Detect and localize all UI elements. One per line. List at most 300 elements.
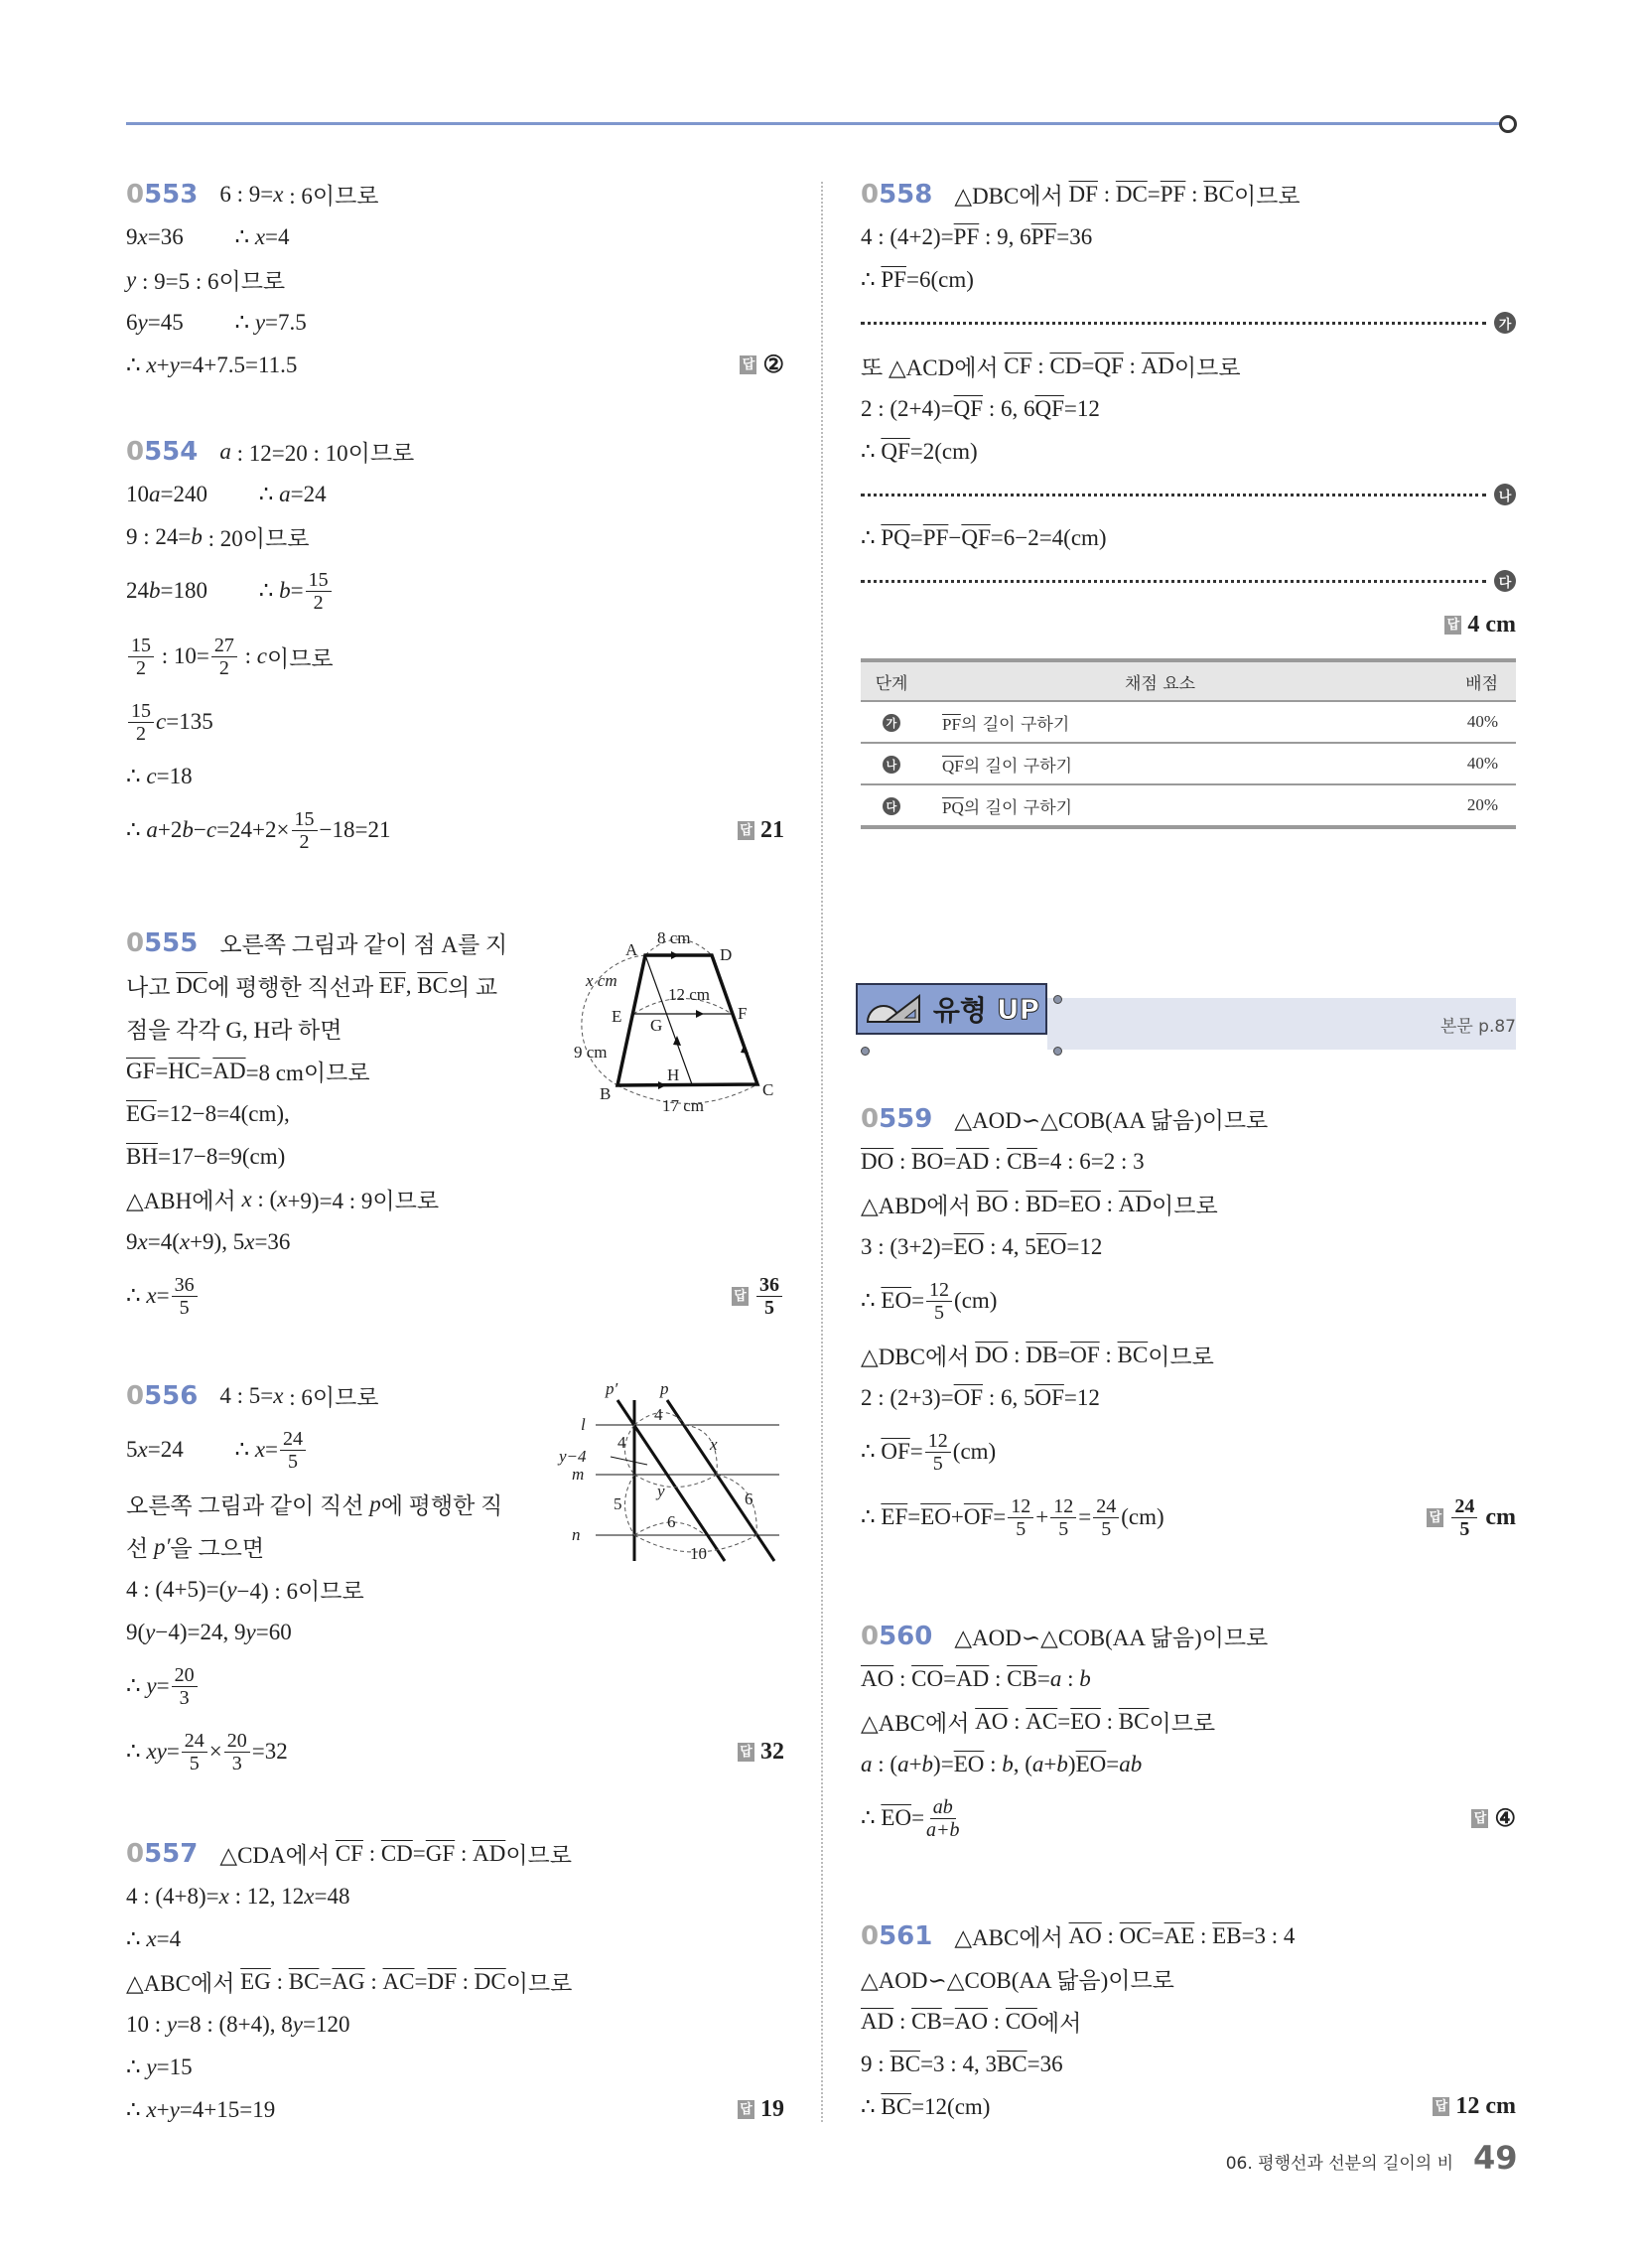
segment-label: $\overline{GF}$ [425, 1840, 456, 1866]
text: =60 [255, 1619, 292, 1644]
text: = [156, 1283, 170, 1308]
fraction [1451, 1495, 1477, 1540]
solution-line [126, 1135, 583, 1178]
segment-label: $\overline{OF}$ [1070, 1342, 1100, 1367]
points: 40% [1398, 743, 1516, 784]
answer [1433, 2093, 1516, 2120]
segment-label: $\overline{AO}$ [954, 2008, 989, 2034]
text: =3 : 4 [1241, 1922, 1296, 1948]
solution-line [861, 2085, 1516, 2128]
header-rule-dot [1499, 115, 1517, 133]
segment-label: $\overline{BC}$ [889, 2051, 921, 2076]
segment-label: $\overline{AO}$ [1068, 1922, 1102, 1948]
segment-label: $\overline{OC}$ [1119, 1922, 1152, 1948]
fraction [224, 1730, 250, 1774]
variable: b [1002, 1751, 1014, 1776]
segment-label: $\overline{AC}$ [382, 1968, 415, 1994]
label-bc: 17 cm [662, 1096, 705, 1115]
text: + [1035, 1504, 1049, 1529]
text: =48 [314, 1883, 350, 1909]
problem-0553 [126, 173, 784, 386]
text: ∴ [861, 2093, 882, 2119]
answer [861, 603, 1516, 646]
text: 에서 [1036, 2011, 1082, 2036]
variable: b [921, 1751, 934, 1776]
variable: y [254, 309, 266, 335]
dotted-rule [861, 494, 1486, 496]
answer-marker-icon: 답 [1427, 1508, 1443, 1527]
label-ae: x cm [586, 971, 617, 990]
problem-number: 0561 [861, 1920, 933, 1951]
answer [738, 1739, 784, 1766]
solution-line [861, 516, 1516, 559]
answer-marker-icon: 답 [1433, 2097, 1449, 2116]
text: =12(cm) [911, 2093, 991, 2119]
segment-label: $\overline{BD}$ [1026, 1191, 1058, 1216]
segment-label: $\overline{PF}$ [922, 524, 949, 550]
solution-line [126, 1917, 784, 1960]
label-c: C [762, 1080, 774, 1099]
text: 3 : (3+2)= [861, 1233, 954, 1259]
text: : ( [251, 1186, 278, 1211]
criteria-text: 의 길이 구하기 [960, 714, 1070, 735]
text: )= [933, 1751, 954, 1776]
variable: x [277, 1186, 288, 1211]
numerator: 12 [1008, 1495, 1033, 1518]
variable: x [179, 1228, 191, 1254]
text: = [941, 2008, 955, 2034]
solution-line [126, 430, 784, 473]
text: (cm) [954, 1288, 998, 1313]
text: : [1099, 1342, 1118, 1367]
solution-line [861, 2000, 1516, 2043]
text: : 6이므로 [283, 1385, 379, 1410]
text: △DBC에서 [861, 1345, 976, 1369]
label-f: F [738, 1004, 748, 1023]
label-a: A [625, 940, 638, 959]
text: △ABD에서 [861, 1194, 977, 1218]
text: : 6이므로 [283, 184, 379, 209]
fraction [1050, 1495, 1076, 1540]
variable: y [146, 1673, 157, 1698]
text: 21 [760, 816, 784, 843]
scoring-table [861, 658, 1516, 829]
variable: a [219, 438, 231, 464]
text: =36 ∴ [147, 223, 255, 249]
text: 오른쪽 그림과 같이 점 A를 지 [219, 932, 508, 957]
text: 4 : (4+2)= [861, 223, 954, 249]
solution-line [126, 301, 784, 344]
solution-line [126, 2046, 784, 2088]
segment-label: $\overline{EO}$ [881, 1288, 912, 1313]
text: =36 [1056, 223, 1093, 249]
segment-label: $\overline{BH}$ [126, 1143, 158, 1169]
text: △CDA에서 [219, 1843, 336, 1868]
solution-line [861, 1785, 1516, 1851]
numerator: 20 [224, 1730, 250, 1753]
text: =12 [1063, 1384, 1100, 1410]
segment-label: $\overline{AD}$ [212, 1058, 246, 1083]
trapezoid-abcd [617, 955, 757, 1085]
label-g: G [650, 1016, 663, 1035]
answer-marker-icon: 답 [740, 355, 756, 374]
text: 이므로 [1173, 355, 1241, 380]
variable: xy [146, 1739, 167, 1764]
segment-label: $\overline{CF}$ [1004, 353, 1032, 378]
text: −18=21 [319, 817, 391, 842]
solution-line [126, 173, 784, 215]
text: = [412, 1840, 426, 1866]
text: =8 cm이므로 [245, 1061, 370, 1085]
variable: b [279, 578, 291, 603]
text: : [1097, 181, 1116, 207]
solution-line [126, 624, 784, 689]
text: 12 cm [1455, 2093, 1516, 2119]
text: = [943, 1148, 957, 1174]
segment-label: $\overline{EO}$ [920, 1504, 951, 1529]
answer [732, 1274, 784, 1319]
fraction [128, 700, 154, 745]
text: △AOD∽△COB(AA 닮음)이므로 [954, 1108, 1269, 1133]
numerator: 12 [926, 1279, 952, 1302]
label-l: l [581, 1415, 586, 1434]
segment-label: $\overline{AO}$ [861, 1665, 894, 1691]
denominator: 5 [1016, 1517, 1026, 1540]
text: ∴ [861, 1288, 882, 1313]
problem-number: 0554 [126, 436, 199, 467]
fraction [172, 1664, 198, 1709]
text: : 9, 6 [979, 223, 1031, 249]
text: : 4, 5 [984, 1233, 1036, 1259]
step-marker: 가 [883, 714, 900, 732]
text: 24 [126, 578, 149, 603]
variable: y [245, 1619, 256, 1644]
text: =24+2× [216, 817, 290, 842]
solution-line [861, 1657, 1516, 1700]
text: − [193, 817, 206, 842]
segment-label: $\overline{EO}$ [1070, 1708, 1101, 1734]
textbook-page-ref: 본문 p.87 [1439, 1017, 1516, 1037]
label-right-6: 6 [745, 1489, 753, 1508]
text: = [265, 1437, 279, 1462]
text: =4( [147, 1228, 180, 1254]
segment-label: $\overline{OF}$ [1034, 1384, 1064, 1410]
text: = [909, 524, 923, 550]
variable: c [256, 643, 267, 668]
pin-dot [1053, 995, 1062, 1004]
text: +9)=4 : 9이므로 [287, 1189, 440, 1213]
label-n: n [572, 1525, 581, 1544]
text: 또 △ACD에서 [861, 355, 1005, 380]
solution-line [861, 387, 1516, 430]
variable: x [146, 2096, 157, 2122]
criteria-text: 의 길이 구하기 [963, 756, 1073, 777]
segment-label: $\overline{GF}$ [126, 1058, 156, 1083]
solution-line [126, 964, 583, 1007]
text: (cm) [952, 1439, 997, 1464]
header-rule [126, 122, 1504, 125]
text: 이므로 [266, 645, 334, 671]
solution-line [861, 215, 1516, 258]
label-top-4: 4 [654, 1405, 663, 1424]
segment-label: $\overline{PF}$ [1030, 223, 1057, 249]
denominator: 2 [136, 656, 146, 679]
text: = [156, 1673, 170, 1698]
problem-number: 0559 [861, 1103, 933, 1134]
dotted-rule [861, 580, 1486, 583]
text: = [1057, 1191, 1071, 1216]
text: 4 : 5= [219, 1382, 274, 1408]
variable: y [126, 266, 137, 292]
pin-dot [861, 1047, 870, 1056]
segment-label: $\overline{BO}$ [911, 1148, 944, 1174]
text: : 20이므로 [202, 526, 310, 551]
text: ∴ [861, 1805, 882, 1830]
text: 9( [126, 1619, 146, 1644]
segment-label: $\overline{QF}$ [961, 524, 991, 550]
points: 40% [1398, 701, 1516, 743]
denominator: 5 [189, 1752, 200, 1774]
answer [740, 351, 784, 379]
numerator: 20 [172, 1664, 198, 1687]
text: = [907, 1504, 921, 1529]
solution-line [126, 1719, 784, 1784]
text: = [993, 1504, 1007, 1529]
denominator: 3 [179, 1686, 190, 1709]
text: 나고 [126, 975, 177, 1000]
banner-up: UP [996, 992, 1040, 1026]
text: 의 교 [447, 975, 498, 1000]
text: △ABC에서 [126, 1971, 241, 1996]
table-row [861, 701, 1516, 743]
text: 오른쪽 그림과 같이 직선 [126, 1493, 370, 1518]
text: , ( [1013, 1751, 1032, 1776]
variable: a [1031, 1751, 1044, 1776]
text: = [166, 1739, 180, 1764]
label-p: p [660, 1379, 669, 1398]
text: −4)=24, 9 [155, 1619, 246, 1644]
denominator: 5 [934, 1301, 945, 1324]
text: : [364, 1968, 383, 1994]
text: : [989, 1665, 1008, 1691]
solution-line [126, 1483, 583, 1525]
denominator: 5 [1058, 1517, 1069, 1540]
segment-label: $\overline{OF}$ [881, 1439, 910, 1464]
variable: y [145, 1619, 156, 1644]
solution-line [126, 1875, 784, 1917]
segment-label: $\overline{PF}$ [942, 714, 961, 734]
text: −4) : 6이므로 [236, 1579, 364, 1604]
text: , [405, 972, 418, 998]
denominator: 2 [136, 722, 146, 745]
label-b: B [600, 1084, 612, 1103]
solution-line [126, 1653, 583, 1719]
text: + [908, 1751, 922, 1776]
protractor-ruler-icon [864, 992, 923, 1026]
text: : 9=5 : 6이므로 [136, 269, 286, 294]
text: 이므로 [1149, 1711, 1216, 1736]
segment-label: $\overline{DF}$ [1068, 181, 1098, 207]
variable: x [241, 1186, 252, 1211]
pointer-arrow [611, 1457, 647, 1465]
solution-line [126, 1568, 583, 1611]
text: 4 : (4+5)=( [126, 1576, 227, 1602]
variable: x [244, 1228, 255, 1254]
label-left-4: 4 [617, 1433, 626, 1452]
segment-label: $\overline{EB}$ [1212, 1922, 1242, 1948]
solution-line [126, 1092, 583, 1135]
text: : 10= [156, 643, 209, 668]
variable: a [1049, 1665, 1062, 1691]
solution-line [126, 689, 784, 755]
solution-line [126, 1417, 583, 1483]
solution-line [126, 1007, 583, 1050]
segment-label: $\overline{DF}$ [427, 1968, 457, 1994]
variable: y [169, 2096, 180, 2122]
variable: c [156, 709, 167, 734]
solution-line [126, 1611, 583, 1653]
segment-label: $\overline{EG}$ [240, 1968, 271, 1994]
text: ∴ [126, 1739, 147, 1764]
variable: y [166, 2011, 178, 2037]
text: ∴ [126, 2054, 147, 2079]
text: : 12, 12 [228, 1883, 305, 1909]
variable: x [137, 1228, 148, 1254]
text: × [208, 1739, 222, 1764]
segment-label: $\overline{OF}$ [963, 1504, 994, 1529]
text: =36 [1026, 2051, 1063, 2076]
segment-label: $\overline{DC}$ [474, 1968, 506, 1994]
segment-label: $\overline{CB}$ [1007, 1665, 1037, 1691]
text: − [948, 524, 962, 550]
text: 6 : 9= [219, 181, 274, 207]
segment-label: $\overline{BC}$ [996, 2051, 1027, 2076]
text: =24 ∴ [147, 1437, 255, 1462]
segment-label: $\overline{EO}$ [953, 1751, 985, 1776]
segment-label: $\overline{PQ}$ [881, 524, 910, 550]
answer-marker-icon: 답 [738, 2100, 754, 2119]
label-p-prime: p′ [606, 1379, 618, 1398]
problem-number: 0553 [126, 179, 199, 210]
fraction [926, 1796, 960, 1841]
variable: y [292, 2011, 303, 2037]
solution-line [861, 1914, 1516, 1957]
variable: x [146, 1283, 157, 1308]
text: = [909, 1439, 923, 1464]
variable: a [146, 817, 158, 842]
label-e: E [612, 1007, 622, 1026]
text: =12 [1063, 395, 1100, 421]
text: =8 : (8+4), 8 [177, 2011, 293, 2037]
segment-label: $\overline{AD}$ [1118, 1191, 1153, 1216]
numerator: 15 [292, 808, 318, 831]
text: : [893, 1148, 912, 1174]
segment-label: $\overline{AC}$ [1026, 1708, 1058, 1734]
segment-label: $\overline{EO}$ [1035, 1233, 1067, 1259]
text: ④ [1494, 1805, 1516, 1832]
text: =7.5 [265, 309, 307, 335]
text: : 12=20 : 10이므로 [230, 441, 415, 466]
variable: b [191, 523, 203, 549]
text: =180 ∴ [160, 578, 280, 603]
column-divider [821, 182, 823, 2122]
segment-label: $\overline{CO}$ [911, 1665, 944, 1691]
pin-dot [1053, 1047, 1062, 1056]
segment-label: $\overline{AD}$ [1141, 353, 1174, 378]
variable: y [169, 352, 180, 377]
text: ② [762, 353, 784, 378]
fraction [211, 635, 237, 679]
text: : [893, 1665, 912, 1691]
text: =4 [265, 223, 290, 249]
segment-label: $\overline{EO}$ [953, 1233, 985, 1259]
text: 이므로 [505, 1843, 572, 1868]
segment-label: $\overline{EO}$ [881, 1805, 912, 1830]
text: (cm) [1121, 1504, 1164, 1529]
text: : [1100, 1708, 1119, 1734]
text: : [1185, 181, 1204, 207]
label-ef: 12 cm [668, 985, 711, 1004]
answer-marker-icon: 답 [1471, 1809, 1488, 1828]
text: =4 [156, 1925, 182, 1951]
segment-label: $\overline{BC}$ [881, 2093, 912, 2119]
text: 10 : [126, 2011, 167, 2037]
fraction [1093, 1495, 1119, 1540]
solution-line [126, 1960, 784, 2003]
text: ∴ [861, 1439, 882, 1464]
text: : [1031, 353, 1050, 378]
label-x: x [710, 1435, 718, 1454]
segment-label: $\overline{AD}$ [956, 1148, 990, 1174]
segment-label: $\overline{CO}$ [1005, 2008, 1037, 2034]
text: =4 : 6=2 : 3 [1036, 1148, 1145, 1174]
text: =12−8=4(cm), [156, 1100, 290, 1126]
text: ∴ [126, 1673, 147, 1698]
denominator: 2 [218, 656, 229, 679]
variable: y [226, 1576, 237, 1602]
text: 이므로 [1148, 1345, 1214, 1369]
segment-label: $\overline{DC}$ [176, 972, 208, 998]
segment-label: $\overline{OF}$ [953, 1384, 984, 1410]
solution-line [126, 797, 784, 863]
line-p [667, 1400, 774, 1561]
text: = [943, 1665, 957, 1691]
variable: x [273, 1382, 284, 1408]
variable: x [137, 223, 148, 249]
step-separator [861, 559, 1516, 603]
fraction [306, 569, 332, 614]
solution-line [126, 2003, 784, 2046]
problem-0561 [861, 1914, 1516, 2128]
parallel-lines-figure [556, 1370, 794, 1579]
text: + [1043, 1751, 1057, 1776]
variable: x [218, 1883, 229, 1909]
variable: a [861, 1751, 873, 1776]
solution-line [126, 1050, 583, 1092]
denominator: 2 [313, 591, 324, 614]
segment-label: $\overline{AO}$ [975, 1708, 1009, 1734]
text: 에 평행한 직선과 [207, 975, 379, 1000]
denominator: 5 [764, 1296, 774, 1319]
text: △ABC에서 [954, 1925, 1069, 1950]
text: ∴ [126, 1925, 147, 1951]
text: =12 [1066, 1233, 1103, 1259]
text: 9 : [861, 2051, 890, 2076]
page-number: 49 [1473, 2139, 1518, 2177]
numerator: 24 [182, 1730, 207, 1753]
text: ∴ [861, 266, 882, 292]
problem-number: 0557 [126, 1838, 199, 1869]
